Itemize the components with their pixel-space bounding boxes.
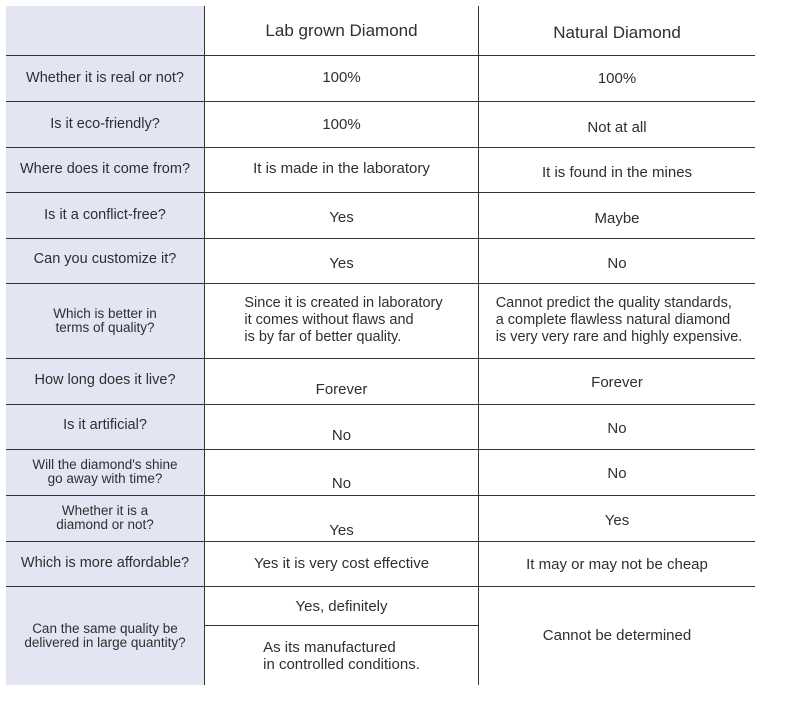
natural-large-quantity: Cannot be determined <box>542 627 692 644</box>
lab-origin: It is made in the laboratory <box>253 160 430 177</box>
lab-quality: Since it is created in laboratory it comes without flaws and is by far of better quality. <box>244 294 443 345</box>
question-conflict: Is it a conflict-free? <box>44 206 166 223</box>
question-lifespan: How long does it live? <box>34 371 176 388</box>
natural-origin: It is found in the mines <box>541 164 693 181</box>
question-artificial: Is it artificial? <box>63 417 147 433</box>
question-origin: Where does it come from? <box>19 161 191 177</box>
natural-is-diamond: Yes <box>604 511 630 529</box>
natural-customize: No <box>607 255 627 272</box>
question-eco: Is it eco-friendly? <box>50 115 160 132</box>
natural-real: 100% <box>597 70 637 87</box>
question-affordable: Which is more affordable? <box>20 555 190 571</box>
question-shine: Will the diamond's shine go away with time? <box>32 457 178 486</box>
question-large-quantity: Can the same quality be delivered in large quantity? <box>24 620 186 650</box>
natural-artificial: No <box>607 420 627 437</box>
question-customize: Can you customize it? <box>33 251 177 267</box>
header-natural: Natural Diamond <box>553 23 681 42</box>
question-is-diamond: Whether it is a diamond or not? <box>56 503 154 532</box>
natural-lifespan: Forever <box>591 373 643 391</box>
natural-affordable: It may or may not be cheap <box>526 556 708 573</box>
header-lab-grown: Lab grown Diamond <box>265 21 418 40</box>
natural-shine: No <box>607 464 627 482</box>
natural-conflict: Maybe <box>594 209 640 227</box>
lab-lifespan: Forever <box>315 380 368 398</box>
natural-quality: Cannot predict the quality standards, a complete flawless natural diamond is very very rare and highly expensive. <box>495 294 743 345</box>
lab-is-diamond: Yes <box>329 521 354 539</box>
lab-artificial: No <box>331 427 352 444</box>
lab-customize: Yes <box>329 255 354 272</box>
natural-eco: Not at all <box>587 118 647 136</box>
lab-conflict: Yes <box>329 208 354 226</box>
lab-shine: No <box>331 474 352 492</box>
question-real: Whether it is real or not? <box>26 70 184 86</box>
lab-affordable: Yes it is very cost effective <box>253 555 430 572</box>
lab-large-quantity: Yes, definitely <box>295 597 388 615</box>
lab-large-quantity-note: As its manufactured in controlled conditions. <box>263 638 420 673</box>
lab-eco: 100% <box>322 115 361 133</box>
question-quality: Which is better in terms of quality? <box>53 306 157 335</box>
lab-real: 100% <box>322 69 361 86</box>
